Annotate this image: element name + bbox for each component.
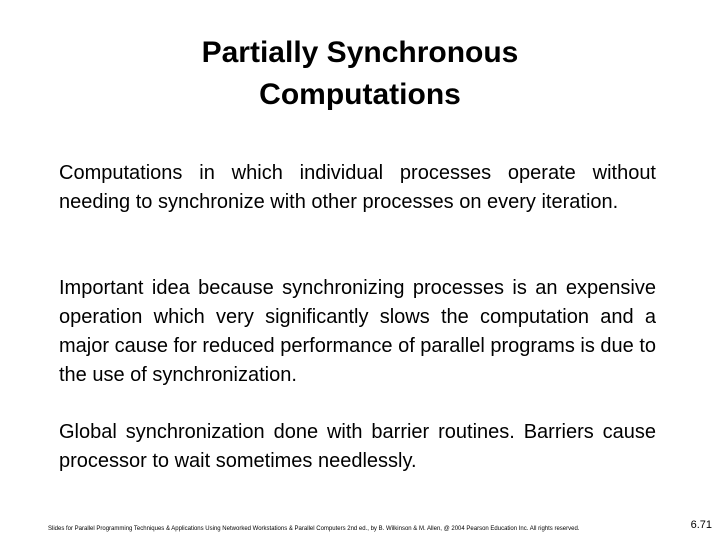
paragraph-barriers: Global synchronization done with barrier routines. Barriers cause processor to wait sometimes needlessly. [59, 421, 656, 472]
title-line-1: Partially Synchronous [201, 36, 519, 69]
paragraph-importance: Important idea because synchronizing processes is an expensive operation which very significantly slows the computation and a major cause for reduced performance of parallel programs is due to the use of synchronization. [59, 277, 656, 386]
title-line-2: Computations [259, 78, 461, 111]
paragraph-definition: Computations in which individual processes operate without needing to synchronize with other processes on every iteration. [59, 162, 656, 213]
page-number: 6.71 [690, 519, 712, 531]
footer-copyright: Slides for Parallel Programming Techniques & Applications Using Networked Workstations & Parallel Computers 2nd ed., by B. Wilkinson & M. Allen, @ 2004 Pearson Education Inc. All rights reserved. [48, 526, 580, 532]
slide-title [120, 32, 600, 116]
